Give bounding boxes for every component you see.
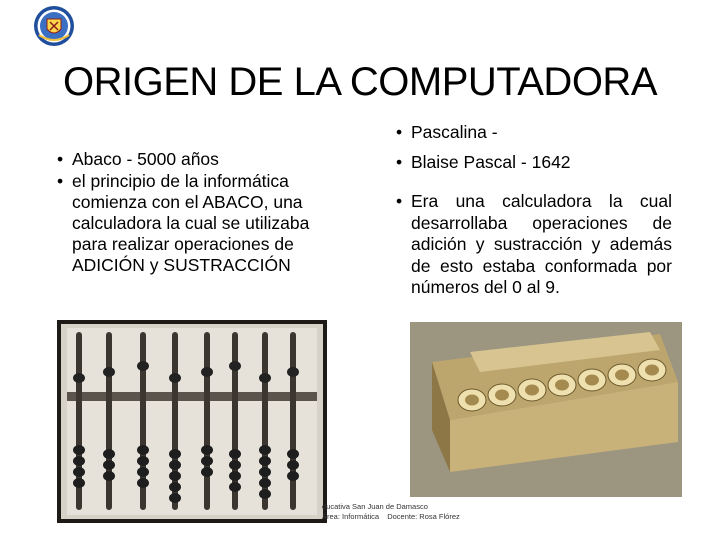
bullet-abaco-description: • el principio de la informática comienza con el ABACO, una calculadora la cual se utilizaba para realizar operaciones de ADICIÓN y SUSTRACCIÓN	[57, 171, 335, 276]
abacus-photo	[57, 320, 327, 523]
footer-credits	[322, 502, 466, 521]
footer-area: Área: Informática	[322, 511, 380, 521]
school-crest-icon	[33, 5, 75, 47]
pascaline-bullet-list	[396, 121, 696, 181]
bullet-abaco-date: • Abaco - 5000 años	[57, 149, 335, 170]
pascaline-description-list	[396, 191, 672, 299]
slide-title: ORIGEN DE LA COMPUTADORA	[62, 60, 657, 104]
pascaline-photo	[410, 322, 682, 497]
bullet-pascalina: • Pascalina -	[396, 121, 696, 143]
footer-institution: ducativa San Juan de Damasco	[322, 502, 428, 511]
bullet-blaise-pascal: • Blaise Pascal - 1642	[396, 151, 696, 173]
bullet-pascaline-description: • Era una calculadora la cual desarrollaba operaciones de adición y sustracción y además de esto estaba conformada por números del 0 al 9.	[396, 191, 672, 299]
footer-teacher: Docente: Rosa Flórez	[387, 511, 460, 521]
abacus-bullet-list	[57, 149, 335, 277]
